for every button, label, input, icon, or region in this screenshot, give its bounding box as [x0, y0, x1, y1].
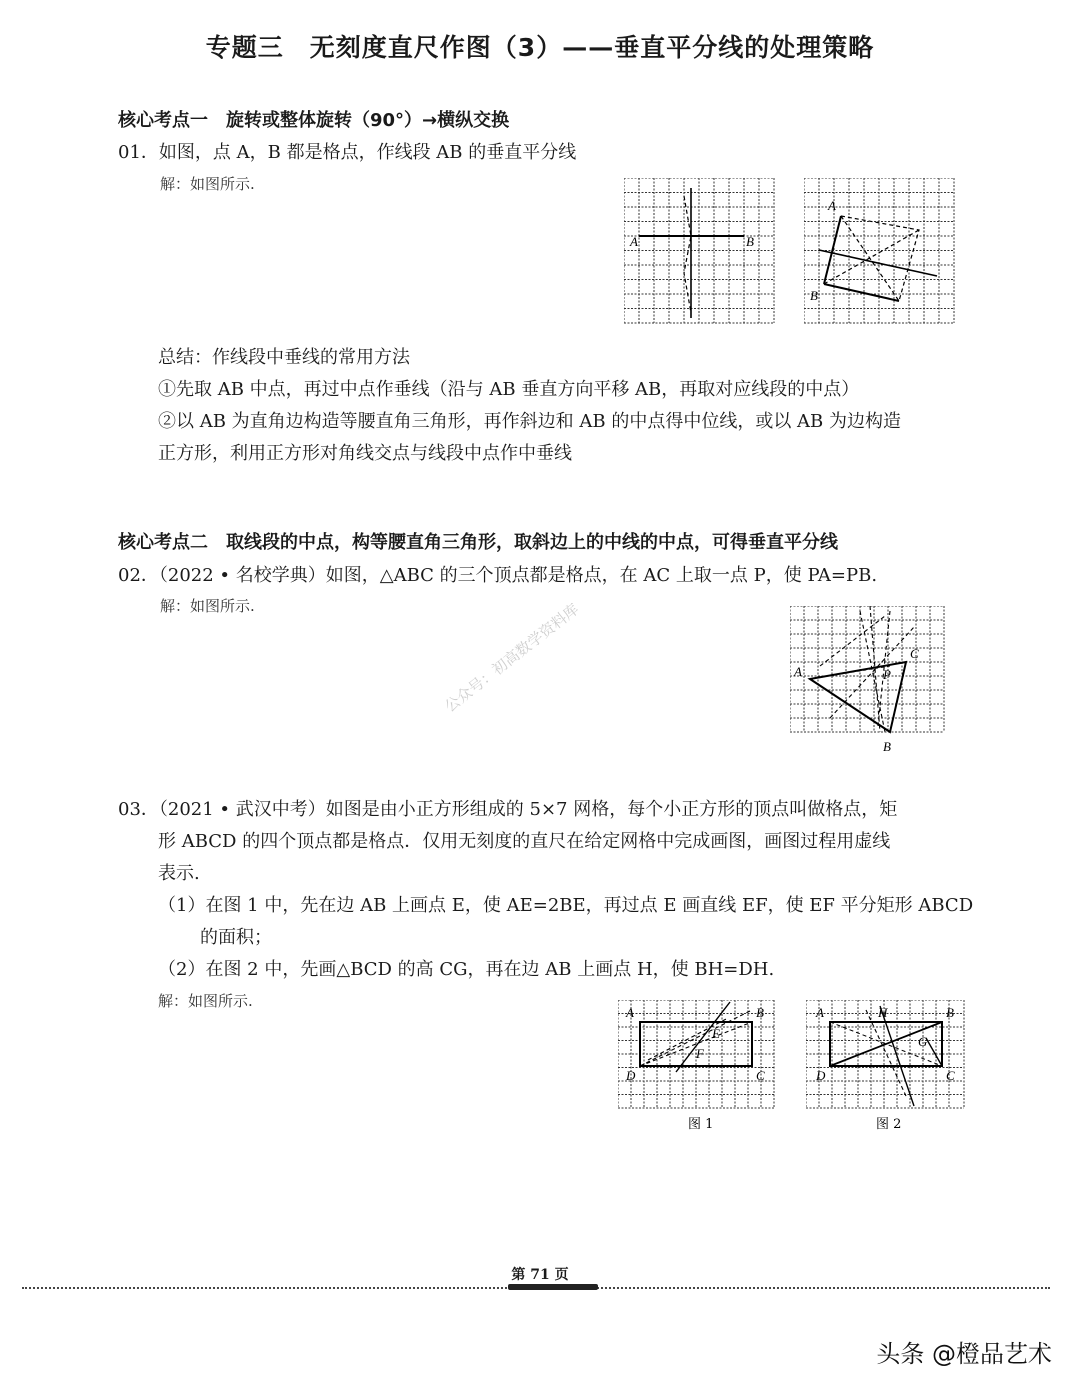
fig02-label-c: C	[910, 646, 919, 661]
fig03-2-label-h: H	[878, 1005, 888, 1020]
question-03-line1: 03．（2021 • 武汉中考）如图是由小正方形组成的 5×7 网格，每个小正方形的顶点叫做格点，矩	[118, 799, 898, 820]
question-03-part2: （2）在图 2 中，先画△BCD 的高 CG，再在边 AB 上画点 H，使 BH=DH.	[158, 959, 775, 980]
fig02-label-a: A	[794, 664, 802, 679]
fig03-1-label-c: C	[756, 1068, 765, 1083]
figure-01-a	[624, 178, 776, 324]
page-number: 第 71 页	[511, 1267, 569, 1283]
question-03-part1b: 的面积；	[200, 927, 272, 948]
question-03-part1a: （1）在图 1 中，先在边 AB 上画点 E，使 AE=2BE，再过点 E 画直线 EF，使 EF 平分矩形 ABCD	[158, 895, 974, 916]
fig1-label-b: B	[746, 234, 754, 249]
fig2-label-a: A	[828, 198, 836, 213]
solution-03: 解：如图所示.	[158, 992, 253, 1010]
fig03-2-label-a: A	[816, 1005, 824, 1020]
summary-title: 总结：作线段中垂线的常用方法	[158, 347, 410, 368]
fig2-label-b: B	[810, 288, 818, 303]
question-03-line3: 表示.	[158, 863, 200, 884]
fig03-2-label-d: D	[816, 1068, 826, 1083]
figure-02	[790, 606, 946, 756]
solution-02: 解：如图所示.	[160, 597, 255, 615]
question-03-line2: 形 ABCD 的四个顶点都是格点．仅用无刻度的直尺在给定网格中完成画图，画图过程用虚线	[158, 831, 891, 852]
fig03-1-label-f: F	[696, 1046, 704, 1061]
fig03-1-label-a: A	[626, 1005, 634, 1020]
section1-heading: 核心考点一 旋转或整体旋转（90°）→横纵交换	[118, 110, 510, 131]
fig03-2-label-g: G	[918, 1034, 928, 1049]
figure-01-b	[804, 178, 956, 324]
solution-01: 解：如图所示.	[160, 175, 255, 193]
watermark: 公众号：初高数学资料库	[441, 599, 583, 716]
fig1-label-a: A	[630, 234, 638, 249]
figure-03-2	[806, 1000, 966, 1145]
question-02: 02．（2022 • 名校学典）如图，△ABC 的三个顶点都是格点，在 AC 上取一点 P，使 PA=PB.	[118, 565, 878, 586]
fig03-1-label-b: B	[756, 1005, 764, 1020]
summary-method-1: ①先取 AB 中点，再过中点作垂线（沿与 AB 垂直方向平移 AB，再取对应线段的中点）	[158, 379, 860, 400]
fig03-2-label-b: B	[946, 1005, 954, 1020]
question-01: 01．如图，点 A，B 都是格点，作线段 AB 的垂直平分线	[118, 142, 577, 163]
fig02-label-p: P	[883, 667, 891, 682]
figure-03-1	[618, 1000, 776, 1145]
fig03-1-label-e: E	[712, 1026, 720, 1041]
page-title: 专题三 无刻度直尺作图（3）——垂直平分线的处理策略	[205, 33, 875, 62]
figure-03-1-caption: 图 1	[688, 1117, 714, 1132]
footer-bar	[508, 1284, 598, 1290]
fig03-2-label-c: C	[946, 1068, 955, 1083]
summary-method-2a: ②以 AB 为直角边构造等腰直角三角形，再作斜边和 AB 的中点得中位线，或以 AB 为边构造	[158, 411, 902, 432]
fig02-label-b: B	[883, 739, 891, 754]
section2-heading: 核心考点二 取线段的中点，构等腰直角三角形，取斜边上的中线的中点，可得垂直平分线	[118, 532, 838, 553]
fig03-1-label-d: D	[626, 1068, 636, 1083]
summary-method-2b: 正方形，利用正方形对角线交点与线段中点作中垂线	[158, 443, 572, 464]
figure-03-2-caption: 图 2	[876, 1117, 902, 1132]
source-credit: 头条 @橙品艺术	[876, 1340, 1052, 1368]
